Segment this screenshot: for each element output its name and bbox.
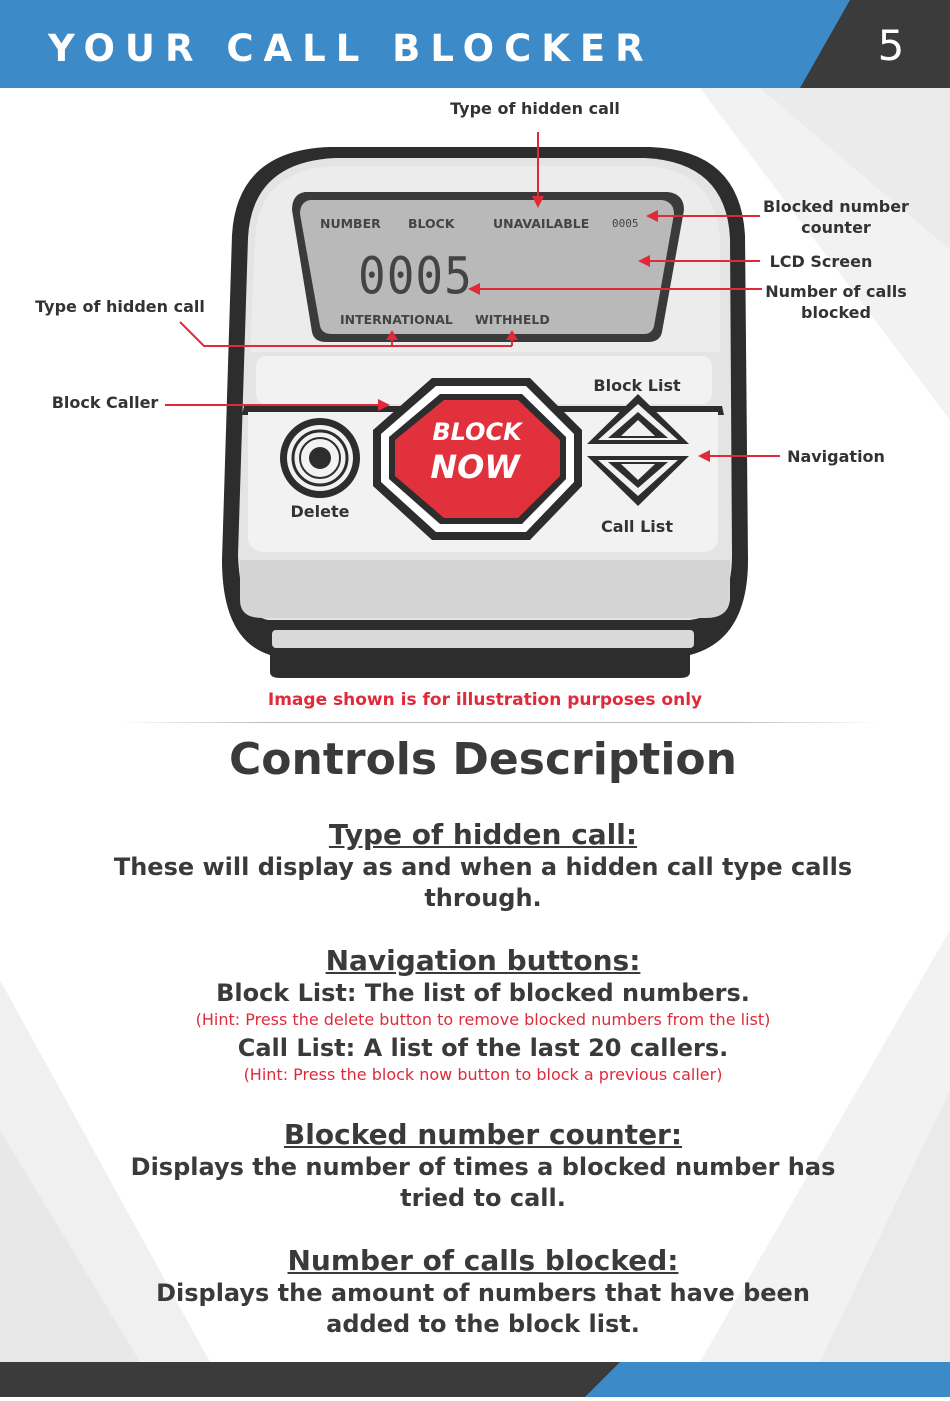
page-header [0,0,950,88]
body-block-list: Block List: The list of blocked numbers. [216,979,750,1007]
callout-block-caller: Block Caller [51,393,159,412]
body-call-list: Call List: A list of the last 20 callers. [237,1034,729,1062]
lcd-blocked-count-digits: 0005 [358,246,473,306]
heading-number-of-calls-blocked: Number of calls blocked: [287,1244,679,1277]
illustration-disclaimer: Image shown is for illustration purposes only [267,690,703,710]
lcd-label-unavailable: UNAVAILABLE [493,216,590,231]
body-blocked-number-counter-line2: tried to call. [400,1184,566,1212]
block-list-label: Block List [593,376,681,395]
controls-title: Controls Description [229,734,737,785]
block-now-line2: NOW [430,448,520,486]
page-number: 5 [877,21,905,70]
callout-type-hidden-call-top: Type of hidden call [450,99,620,118]
lcd-label-number: NUMBER [320,216,381,231]
callout-navigation: Navigation [787,447,885,466]
callout-lcd-screen: LCD Screen [769,252,873,271]
heading-navigation-buttons: Navigation buttons: [325,944,641,977]
lcd-label-international: INTERNATIONAL [340,312,453,327]
delete-button-label: Delete [290,502,350,521]
body-type-hidden-call-line2: through. [424,884,542,912]
body-number-of-calls-blocked-line2: added to the block list. [326,1310,640,1338]
callout-type-hidden-call-left: Type of hidden call [35,297,205,316]
heading-type-hidden-call: Type of hidden call: [328,818,638,851]
heading-blocked-number-counter: Blocked number counter: [283,1118,683,1151]
hint-call-list: (Hint: Press the block now button to block a previous caller) [243,1065,723,1084]
lcd-small-counter: 0005 [612,217,639,230]
body-blocked-number-counter-line1: Displays the number of times a blocked number has [130,1153,836,1181]
body-type-hidden-call-line1: These will display as and when a hidden call type calls [113,853,853,881]
footer-banner [0,1362,950,1397]
header-title: YOUR CALL BLOCKER [48,27,654,70]
lcd-label-withheld: WITHHELD [475,312,550,327]
lcd-label-block: BLOCK [408,216,455,231]
hint-block-list: (Hint: Press the delete button to remove blocked numbers from the list) [195,1010,771,1029]
section-divider [120,722,880,723]
block-now-line1: BLOCK [432,418,522,446]
call-list-label: Call List [601,517,673,536]
callout-number-of-calls-blocked: Number of calls blocked [765,282,907,322]
callout-blocked-number-counter: Blocked number counter [763,197,909,237]
body-number-of-calls-blocked-line1: Displays the amount of numbers that have been [156,1279,810,1307]
page-footer [0,1362,950,1397]
